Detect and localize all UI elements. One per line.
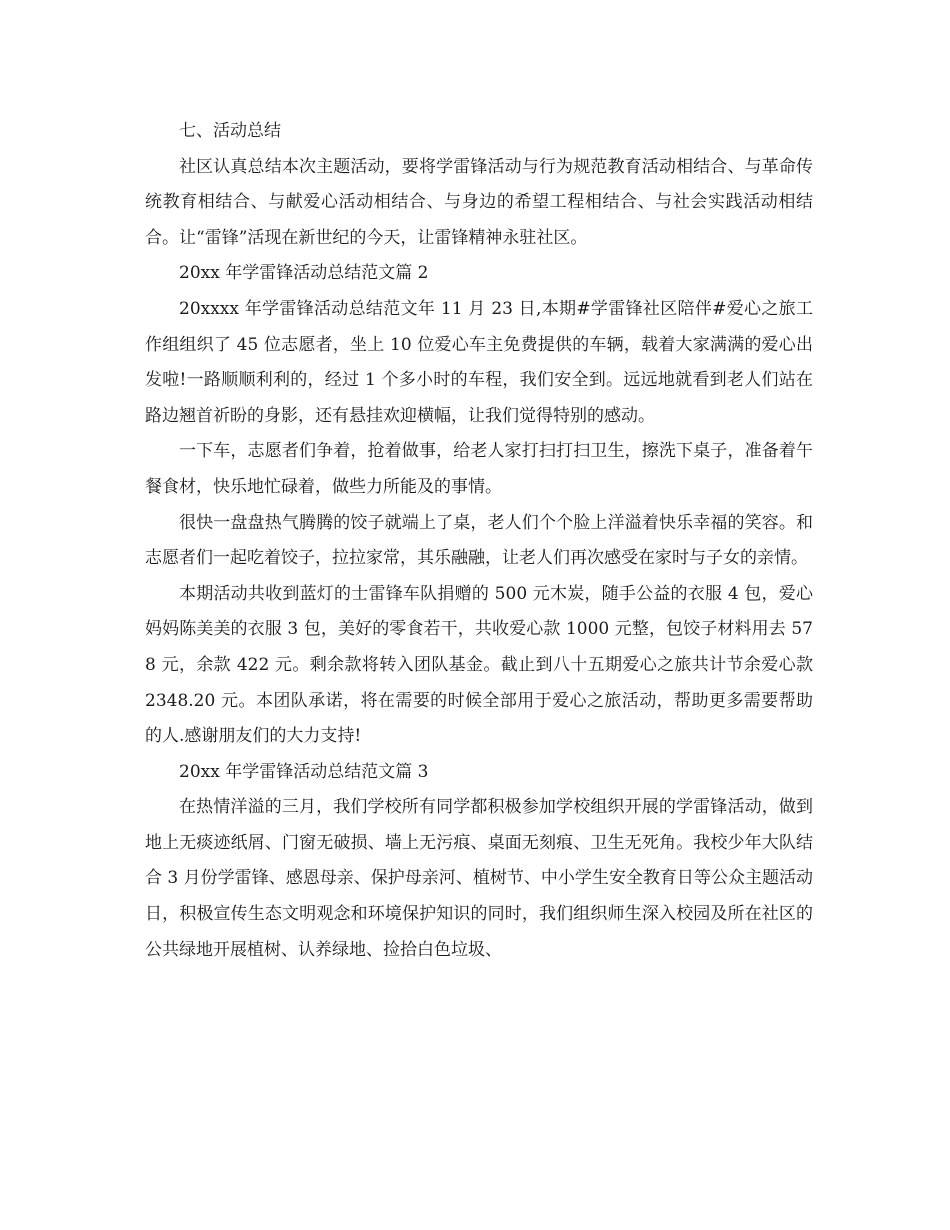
document-body: [145, 114, 813, 968]
paragraph: 一下车，志愿者们争着，抢着做事，给老人家打扫打扫卫生，擦洗下桌子，准备着午餐食材，快乐地忙碌着，做些力所能及的事情。: [145, 441, 813, 497]
paragraph: 本期活动共收到蓝灯的士雷锋车队捐赠的 500 元木炭，随手公益的衣服 4 包，爱心妈妈陈美美的衣服 3 包，美好的零食若干，共收爱心款 1000 元整，包饺子材料用去 578 元，余款 422 元。剩余款将转入团队基金。截止到八十五期爱心之旅共计节余爱心款 2348.20 元。本团队承诺，将在需要的时候全部用于爱心之旅活动，帮助更多需要帮助的人.感谢朋友们的大力支持!: [145, 583, 813, 747]
paragraph: 社区认真总结本次主题活动，要将学雷锋活动与行为规范教育活动相结合、与革命传统教育相结合、与献爱心活动相结合、与身边的希望工程相结合、与社会实践活动相结合。让“雷锋”活现在新世纪的今天，让雷锋精神永驻社区。: [145, 156, 813, 248]
article-title-3: 20xx 年学雷锋活动总结范文篇 3: [179, 761, 429, 782]
paragraph: 很快一盘盘热气腾腾的饺子就端上了桌，老人们个个脸上洋溢着快乐幸福的笑容。和志愿者们一起吃着饺子，拉拉家常，其乐融融，让老人们再次感受在家时与子女的亲情。: [145, 512, 813, 569]
paragraph: 20xxxx 年学雷锋活动总结范文年 11 月 23 日,本期#学雷锋社区陪伴#爱心之旅工作组组织了 45 位志愿者，坐上 10 位爱心车主免费提供的车辆，载着大家满满的爱心出发啦!一路顺顺利利的，经过 1 个多小时的车程，我们安全到。远远地就看到老人们站在路边翘首祈盼的身影，还有悬挂欢迎横幅，让我们觉得特别的感动。: [145, 298, 813, 426]
article-title-2: 20xx 年学雷锋活动总结范文篇 2: [179, 263, 429, 284]
section-heading-activity-summary: 七、活动总结: [179, 121, 281, 141]
paragraph: 在热情洋溢的三月，我们学校所有同学都积极参加学校组织开展的学雷锋活动，做到地上无痰迹纸屑、门窗无破损、墙上无污痕、桌面无刻痕、卫生无死角。我校少年大队结合 3 月份学雷锋、感恩母亲、保护母亲河、植树节、中小学生安全教育日等公众主题活动日，积极宣传生态文明观念和环境保护知识的同时，我们组织师生深入校园及所在社区的公共绿地开展植树、认养绿地、捡拾白色垃圾、: [145, 797, 813, 960]
